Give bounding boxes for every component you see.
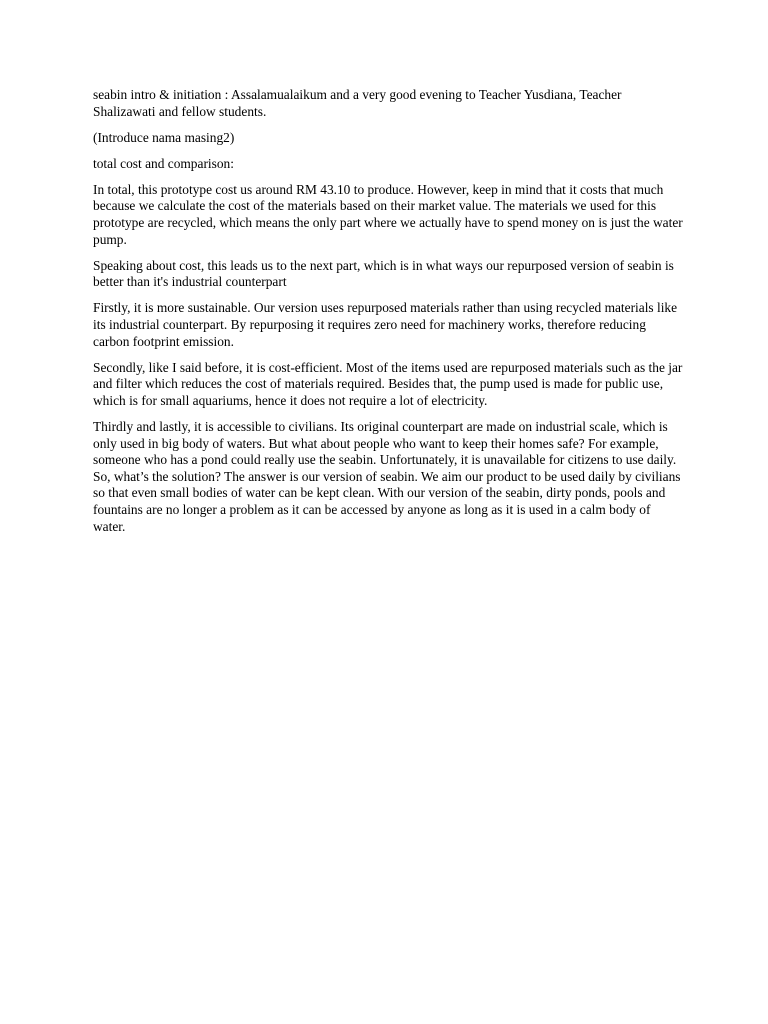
paragraph-cost-efficient: Secondly, like I said before, it is cost-efficient. Most of the items used are repurposed materials such as the jar and filter which reduces the cost of materials required. Besides that, the pump used is made for public use, which is for small aquariums, hence it does not require a lot of electricity.: [93, 359, 683, 408]
document-body: [93, 87, 685, 545]
paragraph-sustainable: Firstly, it is more sustainable. Our version uses repurposed materials rather than using recycled materials like its industrial counterpart. By repurposing it requires zero need for machinery works, therefore reducing carbon footprint emission.: [93, 300, 678, 349]
paragraph-accessible: Thirdly and lastly, it is accessible to civilians. Its original counterpart are made on industrial scale, which is only used in big body of waters. But what about people who want to keep their homes safe? For example, someone who has a pond could really use the seabin. Unfortunately, it is unavailable for citizens to use daily. So, what’s the solution? The answer is our version of seabin. We aim our product to be used daily by civilians so that even small bodies of water can be kept clean. With our version of the seabin, dirty ponds, pools and fountains are no longer a problem as it can be accessed by anyone as long as it is used in a calm body of water.: [93, 419, 681, 534]
paragraph-cost-heading: total cost and comparison:: [93, 155, 234, 171]
paragraph-intro: seabin intro & initiation : Assalamualaikum and a very good evening to Teacher Yusdiana, Teacher Shalizawati and fellow students.: [93, 87, 622, 119]
paragraph-comparison-lead: Speaking about cost, this leads us to the next part, which is in what ways our repurposed version of seabin is better than it's industrial counterpart: [93, 257, 674, 290]
paragraph-introduce-names: (Introduce nama masing2): [93, 129, 235, 145]
paragraph-total-cost: In total, this prototype cost us around RM 43.10 to produce. However, keep in mind that it costs that much because we calculate the cost of the materials based on their market value. The materials we used for this prototype are recycled, which means the only part where we actually have to spend money on is just the water pump.: [93, 181, 683, 247]
